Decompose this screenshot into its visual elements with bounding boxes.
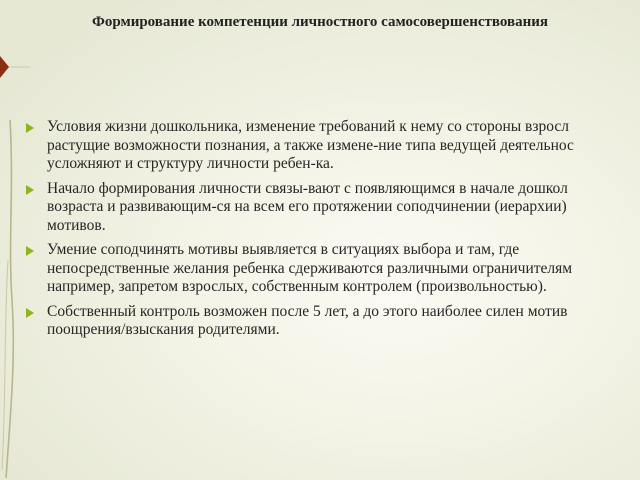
bullet-item xyxy=(26,241,640,297)
bullet-item xyxy=(26,180,640,236)
slide-title: Формирование компетенции личностного самосовершенствования xyxy=(91,14,549,30)
bullet-item xyxy=(26,303,640,340)
bullet-triangle-icon xyxy=(26,123,34,133)
bullet-text: Собственный контроль возможен после 5 лет, а до этого наиболее силен мотив поощрения/взыскания родителями. xyxy=(47,302,568,338)
bullet-text: Начало формирования личности связы-вают с появляющимся в начале дошкол возраста и развивающим-ся на всем его протяжении соподчинении (иерархии) мотивов. xyxy=(47,179,568,234)
bullet-text: Условия жизни дошкольника, изменение требований к нему со стороны взросл растущие возможности познания, а также измене-ние типа ведущей деятельнос усложняют и структуру личности ребен-ка. xyxy=(47,118,574,172)
vine-stroke xyxy=(6,120,13,478)
bullet-triangle-icon xyxy=(26,246,34,256)
bullet-list xyxy=(26,118,640,346)
bullet-item xyxy=(26,118,640,174)
bullet-text: Умение соподчинять мотивы выявляется в ситуациях выбора и там, где непосредственные желания ребенка сдерживаются различными ограничителям например, запретом взрослых, собственным контролем (произвольностью). xyxy=(47,241,573,295)
bullet-triangle-icon xyxy=(26,308,34,318)
vine-stroke-secondary xyxy=(2,260,8,470)
bullet-triangle-icon xyxy=(26,185,34,195)
title-marker-icon xyxy=(0,56,9,78)
